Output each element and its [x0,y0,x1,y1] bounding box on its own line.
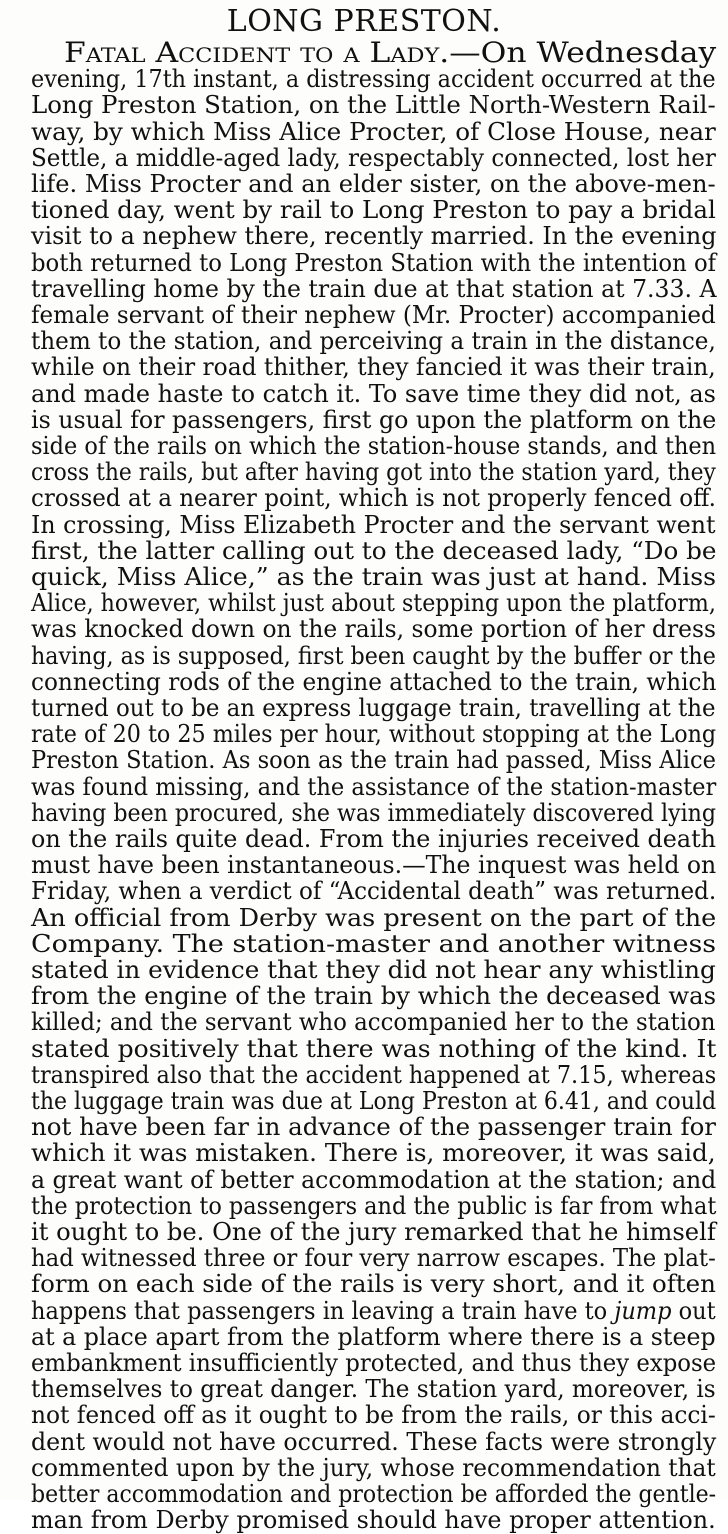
article-line-24: connecting rods of the engine attached to the train, which [31,667,717,696]
article-line-14: is usual for passengers, first go upon the platform on the [31,405,717,434]
article-line-22: was knocked down on the rails, some portion of her dress [31,615,716,644]
article-line-53: dent would not have occurred. These facts were strongly [31,1427,717,1456]
article-line-12: while on their road thither, they fancied it was their train, [31,353,716,382]
article-line-38: stated positively that there was nothing of the kind. It [31,1034,717,1063]
article-line-20: quick, Miss Alice,” as the train was just at hand. Miss [31,563,717,591]
article-line-35: stated in evidence that they did not hear any whistling [31,956,716,984]
article-line-34: Company. The station-master and another witness [31,929,717,958]
article-line-56: man from Derby promised should have proper attention. [31,1506,716,1534]
article-lead-line [64,36,717,69]
article-line-15: side of the rails on which the station-house stands, and then [31,432,717,460]
article-line-45: it ought to be. One of the jury remarked that he himself [31,1218,716,1246]
article-line-1: evening, 17th instant, a distressing accident occurred at the [31,65,716,94]
article-line-2: Long Preston Station, on the Little North-Western Rail- [31,91,716,120]
article-line-48 [31,1297,716,1325]
headline: LONG PRESTON. [226,4,502,39]
article-line-27: Preston Station. As soon as the train had passed, Miss Alice [31,746,716,775]
article-line-41: not have been far in advance of the passenger train for [31,1113,717,1142]
article-line-55: better accommodation and protection be afforded the gentle- [31,1480,717,1508]
article-line-40: the luggage train was due at Long Preston at 6.41, and could [31,1087,717,1115]
article-line-43: a great want of better accommodation at the station; and [31,1165,717,1194]
article-line-39: transpired also that the accident happened at 7.15, whereas [31,1060,717,1089]
article-lead-title: Fatal Accident to a Lady. [64,36,450,69]
article-line-46: had witnessed three or four very narrow escapes. The plat- [31,1244,716,1273]
article-line-36: from the engine of the train by which the deceased was [31,982,717,1011]
article-line-48-text: happens that passengers in leaving a train have to [31,1296,608,1325]
article-line-6: tioned day, went by rail to Long Preston to pay a bridal [31,196,716,225]
article-line-47: form on each side of the rails is very short, and it often [31,1270,716,1299]
article-line-32: Friday, when a verdict of “Accidental death” was returned. [31,877,717,906]
article-line-7: visit to a nephew there, recently married. In the evening [31,222,717,251]
article-line-4: Settle, a middle-aged lady, respectably connected, lost her [31,143,716,172]
article-line-16: cross the rails, but after having got into the station yard, they [31,458,716,487]
article-line-11: them to the station, and perceiving a train in the distance, [31,327,716,356]
article-line-37: killed; and the servant who accompanied her to the station [31,1008,716,1037]
article-line-48-tail: out [671,1296,716,1325]
article-line-10: female servant of their nephew (Mr. Procter) accompanied [31,301,716,329]
article-line-5: life. Miss Procter and an elder sister, on the above-men- [31,170,716,198]
article-lead-dash: —On Wednesday [449,36,717,69]
article-line-26: rate of 20 to 25 miles per hour, without stopping at the Long [31,720,717,749]
article-line-25: turned out to be an express luggage train, travelling at the [31,694,716,722]
article-line-31: must have been instantaneous.—The inquest was held on [31,851,717,880]
article-line-29: having been procured, she was immediately discovered lying [31,798,717,827]
article-line-42: which it was mistaken. There is, moreover, it was said, [31,1139,716,1168]
article-line-30: on the rails quite dead. From the injuries received death [31,825,717,853]
article-line-50: embankment insufficiently protected, and thus they expose [31,1349,717,1377]
article-line-9: travelling home by the train due at that station at 7.33. A [31,274,717,303]
article-line-54: commented upon by the jury, whose recommendation that [31,1453,716,1482]
article-line-33: An official from Derby was present on the part of the [31,903,717,932]
article-line-3: way, by which Miss Alice Procter, of Close House, near [31,117,716,146]
article-line-51: themselves to great danger. The station yard, moreover, is [31,1375,716,1404]
article-line-13: and made haste to catch it. To save time they did not, as [31,379,716,408]
article-line-28: was found missing, and the assistance of the station-master [31,772,717,801]
article-line-8: both returned to Long Preston Station with the intention of [31,248,717,277]
article-line-52: not fenced off as it ought to be from the rails, or this acci- [31,1401,716,1430]
article-emphasis-jump: jump [614,1296,672,1325]
article-line-18: In crossing, Miss Elizabeth Procter and the servant went [31,510,716,539]
article-line-49: at a place apart from the platform where there is a steep [31,1322,716,1351]
article-line-19: first, the latter calling out to the deceased lady, “Do be [31,536,717,565]
article-line-23: having, as is supposed, first been caught by the buffer or the [31,641,716,670]
article-line-21: Alice, however, whilst just about stepping upon the platform, [31,589,716,618]
article-line-44: the protection to passengers and the public is far from what [31,1191,717,1220]
article-line-17: crossed at a nearer point, which is not properly fenced off. [31,484,716,513]
